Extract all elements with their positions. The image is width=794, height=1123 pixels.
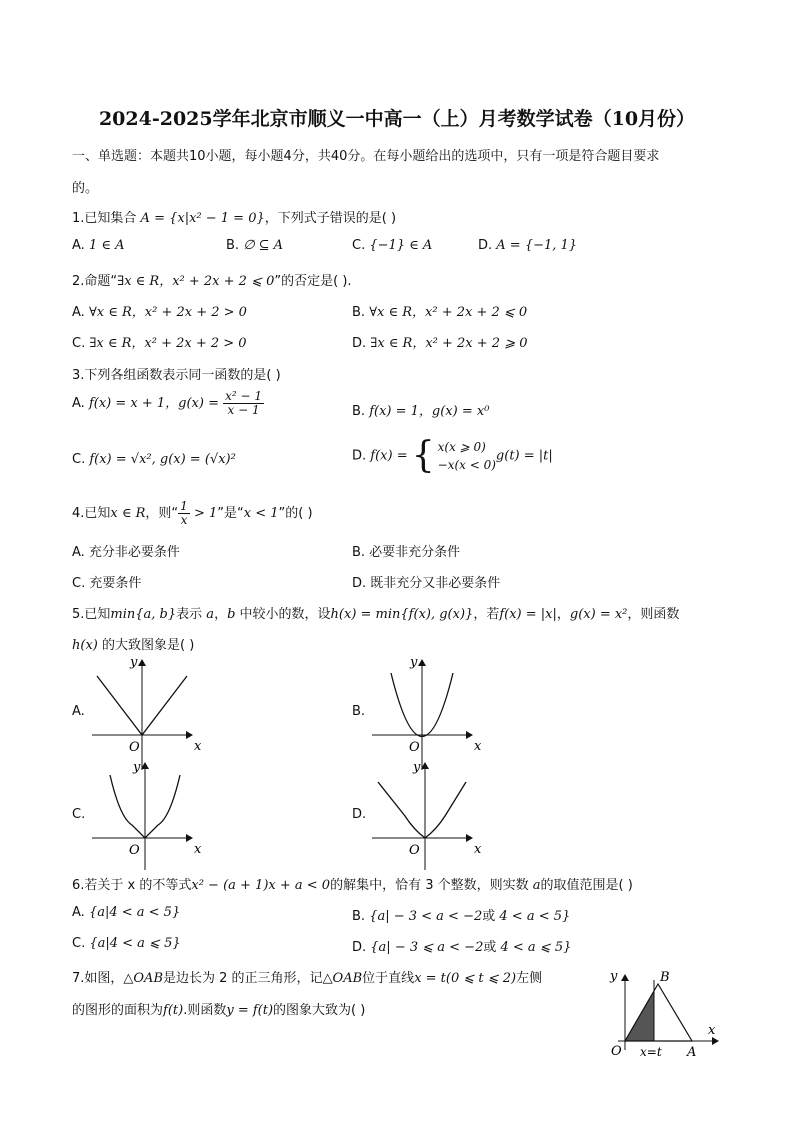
option-letter: D. — [352, 448, 371, 464]
question-3-stem: 3.下列各组函数表示同一函数的是( ) — [72, 368, 281, 383]
origin-label: O — [409, 740, 420, 755]
q2-suffix: ”的否定是( ). — [274, 274, 352, 289]
q7-text: 的图象大致为( ) — [273, 1003, 366, 1018]
x-label: x — [194, 739, 202, 754]
option-math: {a|4 < a < 5} — [88, 905, 181, 920]
graph-c — [92, 760, 202, 870]
q5-text: ，则函数 — [627, 607, 680, 622]
option-math: {a|4 < a ⩽ 5} — [89, 936, 181, 951]
option-text: 或 — [483, 940, 501, 955]
q7-text: .则函数 — [183, 1003, 227, 1018]
question-6-stem — [72, 874, 633, 893]
q5-text: 中较小的数，设 — [235, 607, 331, 622]
q2-prefix: 2.命题“ — [72, 274, 118, 289]
q4-option-c[interactable]: C. 充要条件 — [72, 576, 142, 591]
option-letter: C. — [352, 238, 370, 253]
option-math: ∃x ∈ R，x² + 2x + 2 > 0 — [89, 336, 247, 351]
fraction-numerator: x² − 1 — [225, 389, 263, 403]
option-letter: A. — [72, 905, 89, 920]
q4-math: > 1 — [189, 506, 218, 521]
fraction-numerator: 1 — [180, 499, 188, 513]
option-math: f(x) = √x², g(x) = (√x)² — [89, 452, 236, 467]
q4-math: x < 1 — [243, 506, 279, 521]
q7-text: 左侧 — [516, 971, 543, 986]
fraction-denominator: x — [180, 513, 188, 527]
y-label: y — [130, 655, 138, 670]
x-label: x — [194, 842, 202, 857]
option-math: ∀x ∈ R，x² + 2x + 2 > 0 — [88, 305, 247, 320]
y-label: y — [410, 655, 418, 670]
origin-label: O — [611, 1044, 622, 1059]
q1-prefix: 1.已知集合 — [72, 211, 141, 226]
q5-option-d[interactable]: D. — [352, 807, 367, 822]
option-letter: A. — [72, 396, 89, 411]
q4-option-a[interactable]: A. 充分非必要条件 — [72, 545, 180, 560]
y-label: y — [610, 969, 618, 984]
y-label: y — [133, 760, 141, 775]
q5-math: f(x) = |x| — [499, 607, 557, 622]
option-math: ∃x ∈ R，x² + 2x + 2 ⩾ 0 — [370, 336, 528, 351]
q6-text: 6.若关于 x 的不等式 — [72, 878, 192, 893]
q7-figure — [609, 969, 718, 1060]
option-math: {a| − 3 ⩽ a < −2 — [370, 940, 484, 955]
option-math: 1 ∈ A — [88, 238, 125, 253]
option-letter: A. — [72, 305, 89, 320]
curve — [378, 782, 466, 838]
graph-b — [372, 655, 482, 770]
option-math: f(x) = x + 1，g(x) = — [88, 396, 224, 411]
question-7-stem-line1 — [72, 967, 542, 986]
origin-label: O — [129, 740, 140, 755]
option-letter: D. — [478, 238, 497, 253]
option-math: {a| − 3 < a < −2 — [369, 909, 483, 924]
y-label: y — [413, 760, 421, 775]
fraction-denominator: x − 1 — [227, 403, 260, 417]
q5-text: ， — [556, 607, 570, 622]
q5-option-c[interactable]: C. — [72, 807, 86, 822]
question-7-stem-line2 — [72, 999, 365, 1018]
left-brace: { — [411, 435, 435, 476]
option-letter: C. — [72, 936, 90, 951]
section-instructions-line1: 一、单选题：本题共10小题，每小题4分，共40分。在每小题给出的选项中，只有一项是符合题目要求 — [72, 149, 660, 164]
graph-d — [372, 760, 482, 870]
option-letter: B. — [226, 238, 244, 253]
q7-text: 位于直线 — [362, 971, 415, 986]
q1-set-math: A = {x|x² − 1 = 0} — [140, 211, 265, 226]
option-math: 4 < a < 5} — [499, 909, 571, 924]
q5-math: a — [206, 607, 215, 622]
q7-text: 7.如图， — [72, 971, 124, 986]
q7-math: x = t(0 ⩽ t ⩽ 2) — [414, 971, 517, 986]
q6-option-b[interactable] — [352, 905, 570, 924]
x-equals-t-label: x=t — [640, 1045, 662, 1059]
q4-suffix: ”的( ) — [278, 506, 313, 521]
q5-text: 的大致图象是( ) — [97, 638, 195, 653]
option-letter: C. — [72, 452, 90, 467]
option-letter: C. — [72, 336, 90, 351]
q5-math: g(x) = x² — [569, 607, 628, 622]
q7-text: 是边长为 2 的正三角形，记 — [163, 971, 323, 986]
q4-text: ，则“ — [145, 506, 179, 521]
q6-text: 的解集中，恰有 3 个整数，则实数 — [330, 878, 533, 893]
q4-text: ”是“ — [217, 506, 244, 521]
case-1: x(x ⩾ 0) — [437, 440, 486, 454]
q5-math: min{a, b} — [110, 607, 177, 622]
option-letter: B. — [352, 305, 370, 320]
q6-option-d[interactable] — [352, 936, 571, 955]
q4-option-b[interactable]: B. 必要非充分条件 — [352, 545, 461, 560]
q6-math: x² − (a + 1)x + a < 0 — [191, 878, 331, 893]
q6-math: a — [532, 878, 541, 893]
q5-option-b[interactable]: B. — [352, 704, 366, 719]
option-letter: A. — [72, 238, 89, 253]
q5-math: b — [227, 607, 236, 622]
section-instructions-line2: 的。 — [72, 181, 99, 196]
origin-label: O — [409, 843, 420, 858]
q7-math: y = f(t) — [226, 1003, 274, 1018]
option-letter: B. — [352, 404, 370, 419]
q2-prop-math: ∃x ∈ R，x² + 2x + 2 ⩽ 0 — [117, 274, 275, 289]
q6-option-a[interactable] — [72, 905, 180, 920]
option-letter: D. — [352, 940, 371, 955]
origin-label: O — [129, 843, 140, 858]
page-title: 2024-2025学年北京市顺义一中高一（上）月考数学试卷（10月份） — [98, 108, 696, 130]
x-label: x — [474, 842, 482, 857]
option-math: ∅ ⊆ A — [243, 238, 284, 253]
option-math: ∀x ∈ R，x² + 2x + 2 ⩽ 0 — [369, 305, 528, 320]
q4-option-d[interactable]: D. 既非充分又非必要条件 — [352, 576, 501, 591]
q5-option-a[interactable]: A. — [72, 704, 85, 719]
q7-math: △OAB — [123, 971, 164, 986]
q4-math: x ∈ R — [110, 506, 146, 521]
option-math: g(t) = |t| — [495, 448, 553, 464]
x-label: x — [474, 739, 482, 754]
q5-text: 5.已知 — [72, 607, 111, 622]
q1-suffix: ，下列式子错误的是( ) — [264, 211, 397, 226]
vertex-a-label: A — [687, 1045, 697, 1060]
option-math: f(x) = — [370, 448, 412, 464]
option-math: A = {−1, 1} — [496, 238, 578, 253]
q5-math: h(x) — [72, 638, 98, 653]
option-math: 4 < a ⩽ 5} — [500, 940, 572, 955]
q5-text: 表示 — [176, 607, 207, 622]
option-letter: B. — [352, 909, 370, 924]
option-math: {−1} ∈ A — [369, 238, 433, 253]
q7-math: △OAB — [322, 971, 363, 986]
q5-text: ，若 — [473, 607, 500, 622]
q7-math: f(t) — [163, 1003, 184, 1018]
vertex-b-label: B — [660, 970, 670, 985]
q6-text: 的取值范围是( ) — [540, 878, 633, 893]
q5-math: h(x) = min{f(x), g(x)} — [330, 607, 474, 622]
graph-a — [92, 655, 202, 770]
option-text: 或 — [482, 909, 500, 924]
q5-text: ， — [214, 607, 228, 622]
case-2: −x(x < 0) — [437, 458, 496, 472]
q4-prefix: 4.已知 — [72, 506, 111, 521]
x-label: x — [708, 1023, 716, 1038]
q6-option-c[interactable] — [72, 936, 181, 951]
option-math: f(x) = 1，g(x) = x⁰ — [369, 404, 490, 419]
option-letter: D. — [352, 336, 371, 351]
q7-text: 的图形的面积为 — [72, 1003, 164, 1018]
